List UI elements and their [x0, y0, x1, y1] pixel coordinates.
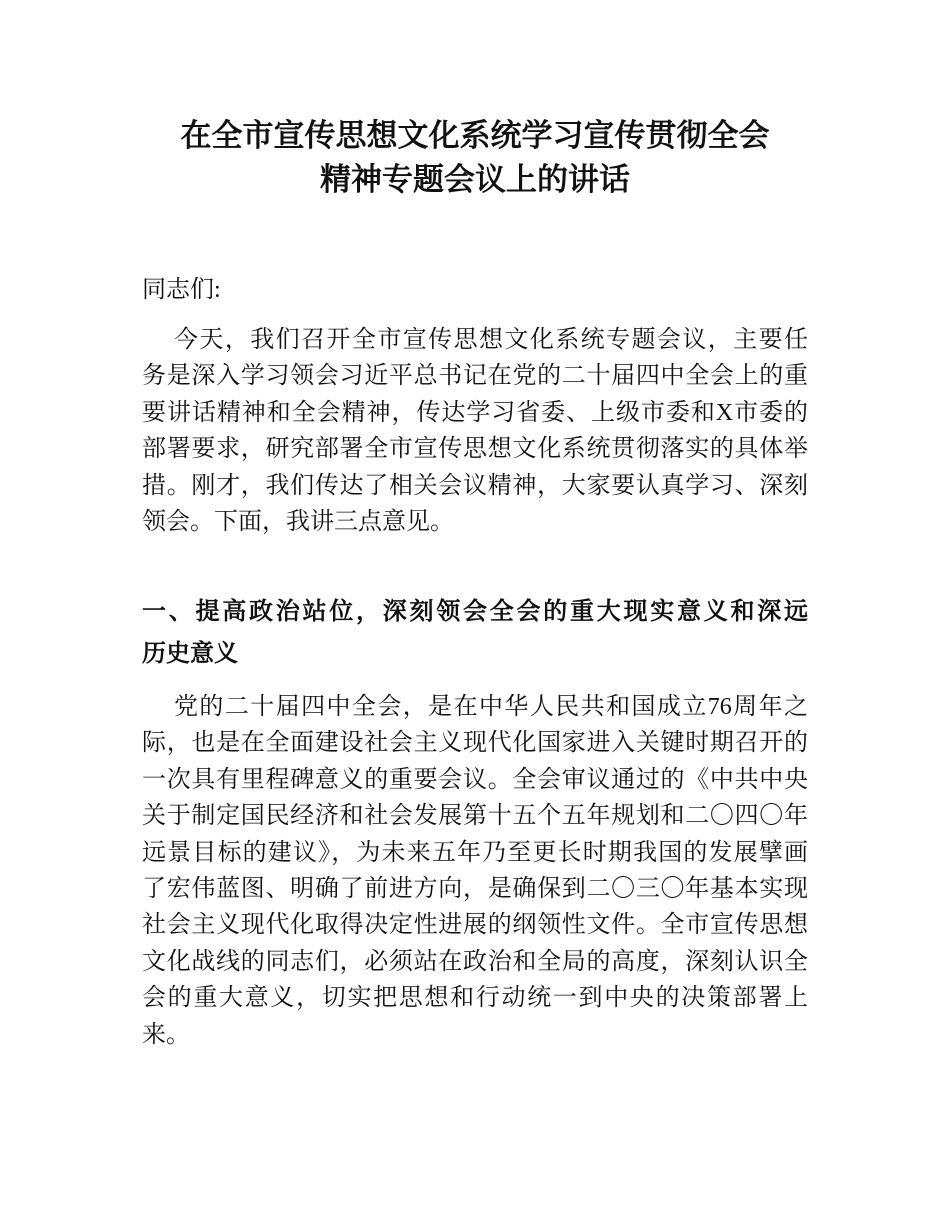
heading-line: 历史意义	[142, 641, 238, 667]
text-line: 务是深入学习领会习近平总书记在党的二十届四中全会上的重	[142, 363, 808, 390]
paragraph-section-1	[142, 689, 808, 1053]
document-title	[0, 114, 950, 202]
text-line: 一次具有里程碑意义的重要会议。全会审议通过的《中共中央	[142, 766, 808, 793]
text-line: 关于制定国民经济和社会发展第十五个五年规划和二〇四〇年	[142, 803, 808, 830]
title-line: 在全市宣传思想文化系统学习宣传贯彻全会	[180, 118, 770, 153]
salutation-block	[142, 272, 808, 308]
text-line: 社会主义现代化取得决定性进展的纲领性文件。全市宣传思想	[142, 912, 808, 939]
text-line: 文化战线的同志们，必须站在政治和全局的高度，深刻认识全	[142, 948, 808, 975]
text-line: 今天，我们召开全市宣传思想文化系统专题会议，主要任	[174, 327, 808, 353]
salutation: 同志们:	[142, 277, 221, 303]
text-line: 要讲话精神和全会精神，传达学习省委、上级市委和X市委的	[142, 399, 808, 426]
text-line: 党的二十届四中全会，是在中华人民共和国成立76周年之	[174, 694, 808, 720]
heading-line: 一、提高政治站位，深刻领会全会的重大现实意义和深远	[142, 599, 808, 625]
text-line: 了宏伟蓝图、明确了前进方向，是确保到二〇三〇年基本实现	[142, 875, 808, 902]
title-line: 精神专题会议上的讲话	[320, 162, 630, 197]
text-line: 会的重大意义，切实把思想和行动统一到中央的决策部署上	[142, 985, 808, 1012]
text-line: 部署要求，研究部署全市宣传思想文化系统贯彻落实的具体举	[142, 436, 808, 463]
text-line: 来。	[142, 1021, 190, 1048]
section-heading-1	[142, 591, 808, 675]
text-line: 领会。下面，我讲三点意见。	[142, 508, 454, 535]
text-line: 际，也是在全面建设社会主义现代化国家进入关键时期召开的	[142, 730, 808, 757]
text-line: 措。刚才，我们传达了相关会议精神，大家要认真学习、深刻	[142, 472, 808, 499]
paragraph-intro	[142, 322, 808, 540]
text-line: 远景目标的建议》，为未来五年乃至更长时期我国的发展擘画	[142, 839, 808, 866]
